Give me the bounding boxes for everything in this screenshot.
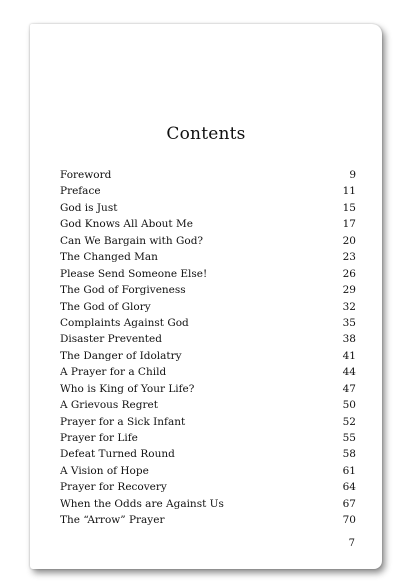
- toc-entry-page: 35: [342, 316, 356, 329]
- toc-entry-title: A Vision of Hope: [60, 464, 149, 477]
- toc-entry-page: 11: [342, 185, 356, 198]
- toc-entry-title: The Changed Man: [60, 251, 158, 264]
- contents-heading: Contents: [166, 124, 246, 144]
- toc-entry-page: 20: [342, 234, 356, 247]
- toc-entry: [60, 399, 356, 415]
- toc-entry: [60, 465, 356, 481]
- toc-entry: [60, 317, 356, 333]
- toc-entry-title: God is Just: [60, 201, 118, 214]
- toc-entry-title: A Grievous Regret: [60, 399, 158, 412]
- toc-entry-title: Prayer for Recovery: [60, 481, 167, 494]
- toc-entry: [60, 498, 356, 514]
- toc-entry-page: 29: [342, 284, 356, 297]
- book-page: [30, 24, 382, 569]
- toc-entry-title: Preface: [60, 185, 101, 198]
- toc-entry: [60, 185, 356, 201]
- toc-entry-page: 55: [342, 432, 356, 444]
- toc-entry-title: Complaints Against God: [60, 316, 189, 329]
- toc-entry: [60, 514, 356, 530]
- toc-entry-page: 41: [342, 349, 356, 362]
- toc-entry-page: 67: [342, 497, 356, 510]
- toc-entry: [60, 481, 356, 497]
- toc-entry-title: Foreword: [60, 169, 112, 181]
- toc-entry: [60, 448, 356, 464]
- toc-entry-page: 58: [342, 448, 356, 461]
- toc-entry-title: God Knows All About Me: [60, 218, 193, 231]
- toc-entry: [60, 333, 356, 349]
- toc-entry-title: The Danger of Idolatry: [60, 349, 182, 362]
- toc-entry: [60, 432, 356, 448]
- toc-entry-page: 17: [342, 218, 356, 231]
- toc-entry-title: The God of Glory: [60, 300, 151, 313]
- toc-entry-page: 50: [342, 399, 356, 412]
- toc-entry: [60, 218, 356, 234]
- toc-entry-title: Disaster Prevented: [60, 333, 162, 346]
- toc-entry-page: 15: [342, 201, 356, 214]
- toc-entry-page: 70: [342, 514, 356, 527]
- toc-entry: [60, 202, 356, 218]
- toc-entry-title: A Prayer for a Child: [60, 366, 167, 379]
- toc-entry-page: 61: [342, 464, 356, 477]
- toc-entry: [60, 301, 356, 317]
- toc-entry-title: When the Odds are Against Us: [60, 497, 224, 510]
- toc-entry-title: Who is King of Your Life?: [60, 382, 195, 395]
- toc-entry-page: 44: [342, 366, 356, 379]
- toc-entry-page: 47: [342, 382, 356, 395]
- toc-entry: [60, 251, 356, 267]
- toc-entry: [60, 416, 356, 432]
- toc-entry: [60, 350, 356, 366]
- toc-entry-page: 52: [342, 415, 356, 428]
- toc-entry: [60, 366, 356, 382]
- toc-entry-title: Can We Bargain with God?: [60, 234, 204, 247]
- toc-entry-title: The God of Forgiveness: [60, 284, 186, 297]
- toc-entry-page: 32: [342, 300, 356, 313]
- toc-entry: [60, 383, 356, 399]
- toc-entry: [60, 284, 356, 300]
- page-number: 7: [348, 538, 355, 549]
- toc-entry-title: Defeat Turned Round: [60, 448, 175, 461]
- toc-entry: [60, 235, 356, 251]
- toc-entry-title: The “Arrow” Prayer: [60, 514, 165, 527]
- toc-entry-title: Prayer for a Sick Infant: [60, 415, 186, 428]
- toc-entry: [60, 268, 356, 284]
- toc-entry-title: Please Send Someone Else!: [60, 267, 208, 280]
- table-of-contents: [60, 169, 356, 531]
- toc-entry-page: 26: [342, 267, 356, 280]
- toc-entry-page: 38: [342, 333, 356, 346]
- toc-entry-page: 23: [342, 251, 356, 264]
- toc-entry: [60, 169, 356, 185]
- toc-entry-title: Prayer for Life: [60, 432, 138, 444]
- toc-entry-page: 64: [342, 481, 356, 494]
- toc-entry-page: 9: [349, 169, 356, 181]
